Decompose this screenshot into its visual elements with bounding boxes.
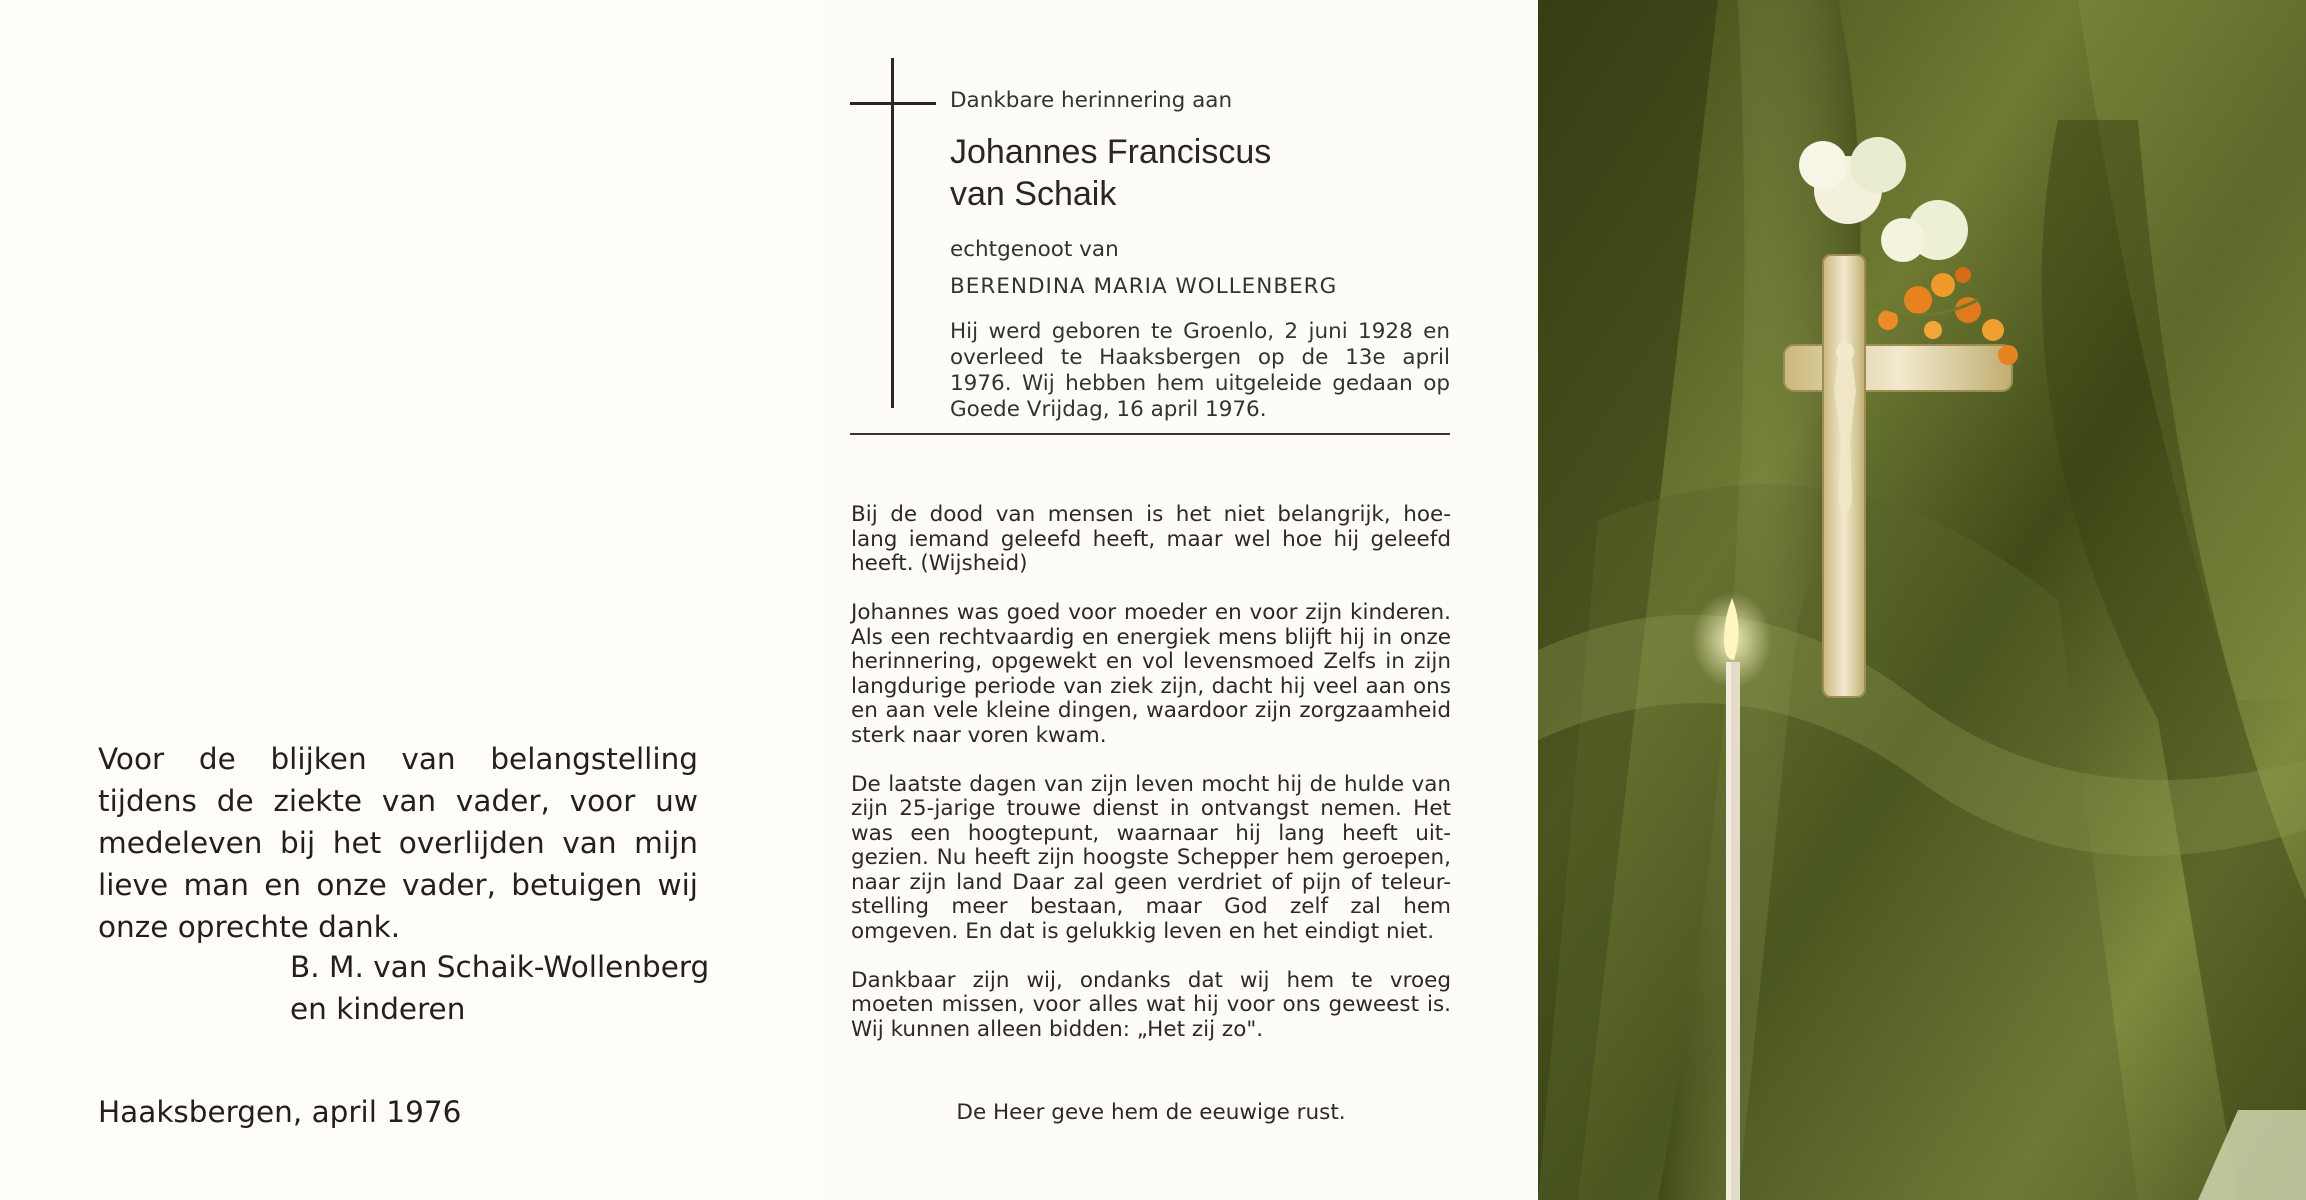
- paragraph: Dankbaar zijn wij, ondanks dat wij hem te vroeg moeten missen, voor alles wat hij voor ons geweest is. Wij kunnen alleen bidden: „Het zij zo".: [851, 967, 1451, 1042]
- paragraph: Johannes was goed voor moeder en voor zijn kinderen. Als een rechtvaardig en energiek mens blijft hij in onze herinnering, opgewekt en vol levensmoed Zelfs in zijn langdurige periode van ziek zijn, dacht hij veel aan ons en aan vele kleine dingen, waardoor zijn zorgzaamheid sterk naar voren kwam.: [851, 600, 1451, 748]
- paragraph: De laatste dagen van zijn leven mocht hij de hulde van zijn 25-jarige trouwe dienst in ontvangst nemen. Het was een hoogtepunt, waarnaar hij lang heeft uit- gezien. Nu heeft zijn hoogste Schepper hem geroepen, naar zijn land Daar zal geen verdriet of pijn of teleur- stelling meer bestaan, maar God zelf zal hem omgeven. En dat is gelukkig leven en het eindigt niet.: [851, 771, 1451, 944]
- memorial-text: [851, 503, 1451, 1067]
- name-line-2: van Schaik: [950, 175, 1117, 213]
- spouse-label: echtgenoot van: [950, 237, 1119, 262]
- thanks-text: [98, 738, 698, 948]
- deceased-name: [950, 131, 1450, 215]
- memorial-photo: [1538, 0, 2306, 1200]
- signature: [290, 946, 709, 1030]
- thanks-paragraph: Voor de blijken van belangstelling tijdens de ziekte van vader, voor uw medeleven bij het overlijden van mijn lieve man en onze vader, betuigen wij onze oprechte dank.: [98, 742, 698, 944]
- spouse-name: BERENDINA MARIA WOLLENBERG: [950, 274, 1338, 299]
- obituary-header: [950, 88, 1450, 423]
- left-panel: [0, 0, 820, 1200]
- birth-death-text: Hij werd geboren te Groenlo, 2 juni 1928 en overleed te Haaksbergen op de 13e april 1976. Wij hebben hem uitgeleide gedaan op Goede Vrijdag, 16 april 1976.: [950, 319, 1450, 422]
- closing-prayer: De Heer geve hem de eeuwige rust.: [956, 1100, 1346, 1125]
- cross-icon: [891, 58, 894, 408]
- name-line-1: Johannes Franciscus: [950, 133, 1272, 171]
- signature-name: B. M. van Schaik-Wollenberg: [290, 950, 710, 984]
- cross-icon-bar: [850, 102, 936, 105]
- place-date: Haaksbergen, april 1976: [98, 1095, 462, 1129]
- intro-line: Dankbare herinnering aan: [950, 88, 1233, 113]
- paragraph: Bij de dood van mensen is het niet belangrijk, hoe- lang iemand geleefd heeft, maar wel hoe hij geleefd heeft. (Wijsheid): [851, 502, 1451, 576]
- photo-illustration: [1538, 0, 2306, 1200]
- signature-family: en kinderen: [290, 992, 466, 1026]
- divider: [850, 433, 1450, 435]
